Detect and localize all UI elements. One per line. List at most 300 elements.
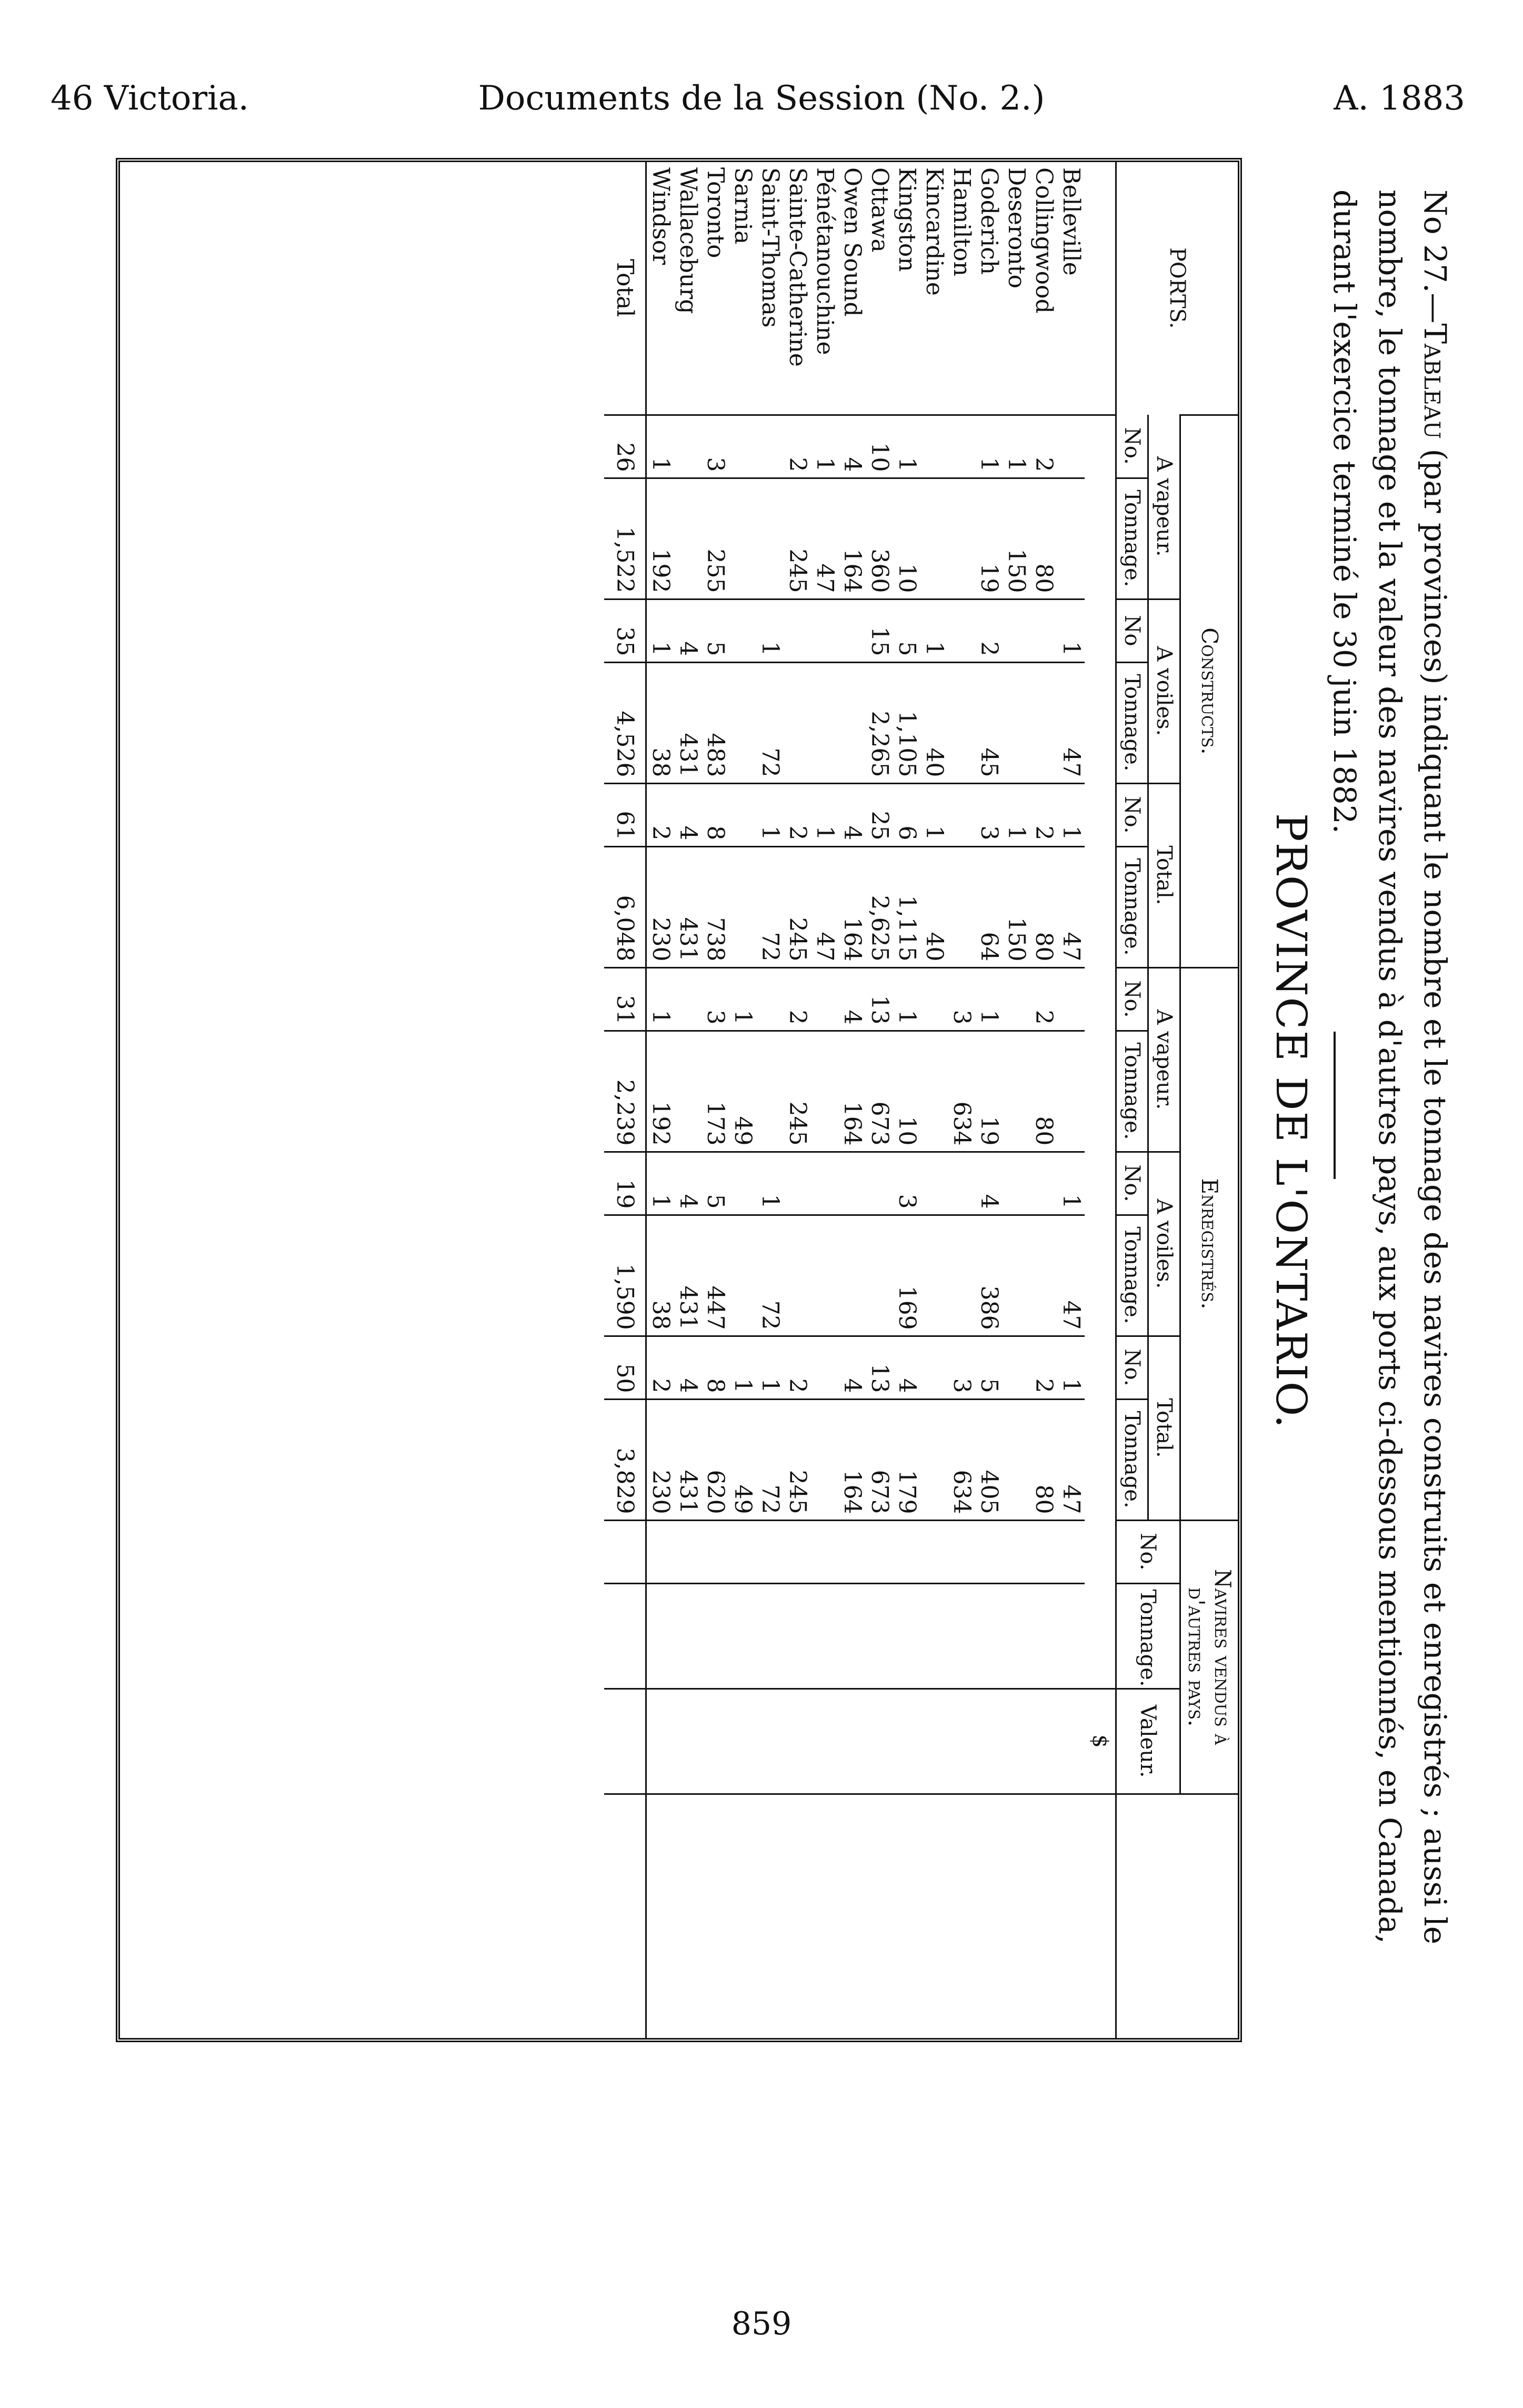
cell-e-vap-t: 80	[1030, 1031, 1057, 1152]
vendus-empty-cell	[893, 1520, 920, 1583]
cell-e-tot-no: 4	[893, 1336, 920, 1399]
cell-e-vap-no: 1	[975, 967, 1003, 1031]
total-e-tot-t: 3,829	[604, 1399, 646, 1520]
table-row	[975, 162, 1003, 2038]
cell-c-voi-no: 2	[975, 599, 1003, 662]
vendus-empty-cell	[646, 1688, 675, 1794]
cell-c-tot-t: 47	[811, 846, 838, 967]
total-empty-cell	[604, 1688, 646, 1794]
dollar-row-blank	[1085, 162, 1116, 415]
cell-c-tot-t: 164	[838, 846, 866, 967]
cell-c-vap-t: 245	[784, 478, 811, 599]
cell-e-vap-no: 2	[1030, 967, 1057, 1031]
cell-c-tot-no: 25	[866, 783, 893, 846]
cell-e-voi-no	[1030, 1152, 1057, 1215]
vendus-empty-cell	[674, 1520, 702, 1583]
cell-e-voi-t	[920, 1215, 948, 1336]
cell-c-voi-t: 1,105	[893, 662, 920, 783]
caption-text: (par provinces) indiquant le nombre et le tonnage des navires construits et enregistrés ; aussi le nombre, le tonnage et la valeur des navires vendus à d'autres pays, aux ports ci-dessous mentionnés, en Canada, durant l'exercice terminé le 30 juin 1882.	[1327, 189, 1453, 1945]
col-group-construits: Constructs.	[1180, 415, 1238, 967]
table-caption	[1322, 189, 1458, 2032]
cell-e-vap-t	[811, 1031, 838, 1152]
vendus-empty-cell	[975, 1583, 1003, 1688]
cell-e-voi-no	[1003, 1152, 1030, 1215]
port-name: Kingston	[894, 167, 920, 272]
cell-e-vap-no: 3	[948, 967, 975, 1031]
caption-title: Tableau	[1417, 323, 1453, 439]
blank-cell	[729, 1794, 756, 2038]
cell-e-voi-no: 4	[674, 1152, 702, 1215]
port-name: Collingwood	[1030, 167, 1057, 314]
cell-e-tot-no: 4	[838, 1336, 866, 1399]
cell-e-tot-no: 3	[948, 1336, 975, 1399]
vendus-empty-cell	[729, 1583, 756, 1688]
cell-e-vap-no	[1057, 967, 1085, 1031]
cell-e-vap-t: 19	[975, 1031, 1003, 1152]
dollar-row-blank	[1085, 1794, 1116, 2038]
cell-e-vap-t	[756, 1031, 784, 1152]
total-e-voi-no: 19	[604, 1152, 646, 1215]
col-e-vapeur: A vapeur.	[1148, 967, 1180, 1152]
col-v-tonnage: Tonnage.	[1116, 1583, 1180, 1688]
cell-e-vap-no	[674, 967, 702, 1031]
col-blank	[1116, 1794, 1238, 2038]
col-group-enregistres: Enregistrés.	[1180, 967, 1238, 1520]
header-center: Documents de la Session (No. 2.)	[478, 79, 1045, 118]
cell-e-tot-no: 4	[674, 1336, 702, 1399]
total-c-tot-t: 6,048	[604, 846, 646, 967]
cell-c-voi-no	[838, 599, 866, 662]
cell-c-vap-no: 10	[866, 415, 893, 478]
cell-c-tot-no: 4	[838, 783, 866, 846]
port-name: Sarnia	[729, 167, 756, 245]
province-title: PROVINCE DE L'ONTARIO.	[1267, 813, 1316, 1430]
header-right: A. 1883	[1334, 79, 1465, 118]
cell-e-vap-t: 634	[948, 1031, 975, 1152]
port-name: Hamilton	[948, 167, 975, 276]
cell-c-vap-t: 150	[1003, 478, 1030, 599]
cell-c-tot-no: 2	[784, 783, 811, 846]
table-row	[838, 162, 866, 2038]
cell-e-tot-t: 49	[729, 1399, 756, 1520]
cell-e-voi-no	[729, 1152, 756, 1215]
cell-e-tot-no: 1	[729, 1336, 756, 1399]
cell-c-voi-t: 483	[702, 662, 729, 783]
cell-c-voi-t: 38	[646, 662, 675, 783]
cell-c-voi-t	[1003, 662, 1030, 783]
table-row	[893, 162, 920, 2038]
col-ports: PORTS.	[1116, 162, 1238, 415]
cell-c-tot-no: 2	[646, 783, 675, 846]
cell-e-vap-t	[1003, 1031, 1030, 1152]
vendus-empty-cell	[1030, 1583, 1057, 1688]
cell-e-voi-t	[838, 1215, 866, 1336]
cell-e-voi-no	[866, 1152, 893, 1215]
vendus-empty-cell	[838, 1520, 866, 1583]
cell-e-tot-no	[811, 1336, 838, 1399]
cell-e-vap-t: 164	[838, 1031, 866, 1152]
table-row	[1030, 162, 1057, 2038]
cell-e-vap-t: 245	[784, 1031, 811, 1152]
vendus-empty-cell	[756, 1583, 784, 1688]
blank-cell	[784, 1794, 811, 2038]
cell-e-vap-t	[674, 1031, 702, 1152]
blank-cell	[756, 1794, 784, 2038]
vendus-empty-cell	[702, 1583, 729, 1688]
col-tonnage: Tonnage.	[1116, 1031, 1148, 1152]
vendus-empty-cell	[811, 1520, 838, 1583]
col-c-vapeur: A vapeur.	[1148, 415, 1180, 599]
vendus-empty-cell	[756, 1688, 784, 1794]
cell-e-vap-no	[1003, 967, 1030, 1031]
cell-c-voi-no	[1003, 599, 1030, 662]
cell-e-voi-t: 447	[702, 1215, 729, 1336]
cell-e-vap-no	[756, 967, 784, 1031]
port-name: Wallaceburg	[675, 167, 702, 314]
cell-c-tot-t: 738	[702, 846, 729, 967]
col-c-voiles: A voiles.	[1148, 599, 1180, 783]
vendus-empty-cell	[1030, 1520, 1057, 1583]
cell-c-tot-t: 47	[1057, 846, 1085, 967]
vendus-empty-cell	[866, 1583, 893, 1688]
cell-c-voi-no: 15	[866, 599, 893, 662]
cell-e-vap-no	[811, 967, 838, 1031]
cell-e-tot-t: 164	[838, 1399, 866, 1520]
cell-c-vap-t: 192	[646, 478, 675, 599]
port-name: Deseronto	[1003, 167, 1030, 288]
vendus-empty-cell	[1003, 1583, 1030, 1688]
vendus-empty-cell	[920, 1688, 948, 1794]
blank-cell	[1057, 1794, 1085, 2038]
vendus-empty-cell	[866, 1520, 893, 1583]
page-number: 859	[731, 2305, 792, 2342]
cell-c-voi-t: 40	[920, 662, 948, 783]
total-e-tot-no: 50	[604, 1336, 646, 1399]
cell-c-tot-t	[729, 846, 756, 967]
cell-e-voi-t: 169	[893, 1215, 920, 1336]
vendus-empty-cell	[1057, 1583, 1085, 1688]
cell-c-voi-t	[838, 662, 866, 783]
col-tonnage: Tonnage.	[1116, 846, 1148, 967]
port-name: Kincardine	[921, 167, 948, 296]
cell-c-vap-no: 1	[975, 415, 1003, 478]
cell-e-tot-no: 1	[756, 1336, 784, 1399]
port-name: Pénétanouchine	[811, 167, 838, 355]
vendus-empty-cell	[975, 1520, 1003, 1583]
cell-e-tot-t: 620	[702, 1399, 729, 1520]
vendus-empty-cell	[920, 1583, 948, 1688]
blank-cell	[920, 1794, 948, 2038]
header-left: 46 Victoria.	[51, 79, 249, 118]
port-name: Goderich	[976, 167, 1003, 275]
cell-c-voi-no: 1	[756, 599, 784, 662]
cell-c-voi-no	[811, 599, 838, 662]
table-row	[756, 162, 784, 2038]
port-name: Saint-Thomas	[757, 167, 784, 328]
col-tonnage: Tonnage.	[1116, 1215, 1148, 1336]
cell-c-tot-no: 1	[920, 783, 948, 846]
cell-c-voi-no: 5	[702, 599, 729, 662]
vendus-empty-cell	[975, 1688, 1003, 1794]
caption-number: No 27.—	[1417, 189, 1453, 324]
col-no: No.	[1116, 1336, 1148, 1399]
vendus-empty-cell	[784, 1583, 811, 1688]
blank-cell	[948, 1794, 975, 2038]
col-tonnage: Tonnage.	[1116, 662, 1148, 783]
cell-c-tot-t: 245	[784, 846, 811, 967]
cell-e-vap-no: 1	[729, 967, 756, 1031]
cell-c-tot-no: 1	[1057, 783, 1085, 846]
table-row	[674, 162, 702, 2038]
cell-e-tot-t: 80	[1030, 1399, 1057, 1520]
vendus-empty-cell	[893, 1583, 920, 1688]
cell-e-tot-t: 47	[1057, 1399, 1085, 1520]
cell-c-tot-t: 431	[674, 846, 702, 967]
vendus-empty-cell	[674, 1688, 702, 1794]
cell-e-voi-t: 72	[756, 1215, 784, 1336]
cell-c-vap-no: 2	[1030, 415, 1057, 478]
port-name: Windsor	[647, 167, 674, 265]
blank-cell	[811, 1794, 838, 2038]
cell-c-vap-t: 10	[893, 478, 920, 599]
cell-c-tot-no: 4	[674, 783, 702, 846]
col-no: No.	[1116, 783, 1148, 846]
cell-e-vap-no: 13	[866, 967, 893, 1031]
cell-e-tot-no: 2	[1030, 1336, 1057, 1399]
blank-cell	[1003, 1794, 1030, 2038]
cell-e-voi-t	[784, 1215, 811, 1336]
cell-e-tot-t	[920, 1399, 948, 1520]
cell-c-voi-t: 45	[975, 662, 1003, 783]
port-name: Toronto	[702, 167, 729, 258]
cell-c-voi-t: 72	[756, 662, 784, 783]
cell-e-vap-no: 1	[646, 967, 675, 1031]
cell-c-vap-t	[674, 478, 702, 599]
col-tonnage: Tonnage.	[1116, 1399, 1148, 1520]
cell-e-vap-t: 673	[866, 1031, 893, 1152]
cell-c-vap-no: 1	[893, 415, 920, 478]
cell-c-vap-no	[674, 415, 702, 478]
dollar-sign: $	[1085, 1688, 1116, 1794]
cell-e-tot-no: 1	[1057, 1336, 1085, 1399]
cell-e-vap-no: 3	[702, 967, 729, 1031]
cell-c-vap-t	[948, 478, 975, 599]
col-no: No	[1116, 599, 1148, 662]
cell-e-vap-no: 2	[784, 967, 811, 1031]
cell-c-tot-t: 80	[1030, 846, 1057, 967]
cell-e-vap-no: 1	[893, 967, 920, 1031]
vendus-empty-cell	[674, 1583, 702, 1688]
cell-c-voi-no: 1	[646, 599, 675, 662]
vendus-empty-cell	[838, 1583, 866, 1688]
vendus-empty-cell	[893, 1688, 920, 1794]
cell-e-vap-t	[920, 1031, 948, 1152]
vendus-empty-cell	[948, 1583, 975, 1688]
cell-c-tot-no: 1	[811, 783, 838, 846]
col-no: No.	[1116, 967, 1148, 1031]
table-row	[866, 162, 893, 2038]
cell-c-vap-no	[948, 415, 975, 478]
cell-c-voi-no: 1	[1057, 599, 1085, 662]
cell-e-voi-no	[920, 1152, 948, 1215]
cell-e-vap-t	[1057, 1031, 1085, 1152]
vendus-empty-cell	[948, 1520, 975, 1583]
col-e-voiles: A voiles.	[1148, 1152, 1180, 1336]
port-name: Sainte-Catherine	[784, 167, 811, 367]
vendus-empty-cell	[866, 1688, 893, 1794]
cell-c-voi-no	[784, 599, 811, 662]
cell-c-vap-no	[756, 415, 784, 478]
cell-c-vap-t	[756, 478, 784, 599]
total-e-vap-t: 2,239	[604, 1031, 646, 1152]
cell-c-vap-t	[1057, 478, 1085, 599]
cell-e-tot-t: 673	[866, 1399, 893, 1520]
cell-e-voi-t: 38	[646, 1215, 675, 1336]
col-v-no: No.	[1116, 1520, 1180, 1583]
cell-c-voi-t: 47	[1057, 662, 1085, 783]
page-header	[0, 79, 1523, 142]
blank-cell	[702, 1794, 729, 2038]
cell-c-voi-t	[729, 662, 756, 783]
cell-e-voi-no: 5	[702, 1152, 729, 1215]
cell-c-vap-t: 360	[866, 478, 893, 599]
table-row	[948, 162, 975, 2038]
vendus-empty-cell	[838, 1688, 866, 1794]
cell-c-vap-no	[920, 415, 948, 478]
col-v-valeur: Valeur.	[1116, 1688, 1180, 1794]
cell-e-tot-no	[920, 1336, 948, 1399]
cell-e-tot-t	[1003, 1399, 1030, 1520]
blank-cell	[975, 1794, 1003, 2038]
blank-cell	[838, 1794, 866, 2038]
table-row	[784, 162, 811, 2038]
cell-c-voi-t	[948, 662, 975, 783]
cell-e-voi-no	[784, 1152, 811, 1215]
cell-e-voi-no	[811, 1152, 838, 1215]
cell-e-voi-no: 1	[646, 1152, 675, 1215]
dollar-row-blank	[1085, 415, 1116, 1688]
col-no: No.	[1116, 415, 1148, 478]
cell-e-voi-no: 1	[756, 1152, 784, 1215]
cell-c-vap-t: 164	[838, 478, 866, 599]
vendus-empty-cell	[702, 1520, 729, 1583]
cell-e-tot-t: 431	[674, 1399, 702, 1520]
total-label: Total	[604, 162, 646, 415]
total-empty-cell	[604, 1520, 646, 1583]
cell-e-tot-t	[811, 1399, 838, 1520]
cell-c-voi-no: 4	[674, 599, 702, 662]
cell-c-voi-t	[1030, 662, 1057, 783]
vendus-empty-cell	[702, 1688, 729, 1794]
cell-e-tot-t: 405	[975, 1399, 1003, 1520]
cell-e-tot-t: 634	[948, 1399, 975, 1520]
total-row	[604, 162, 646, 2038]
vendus-empty-cell	[729, 1688, 756, 1794]
cell-e-voi-t: 47	[1057, 1215, 1085, 1336]
cell-e-voi-t	[1030, 1215, 1057, 1336]
col-e-total: Total.	[1148, 1336, 1180, 1520]
cell-c-vap-no	[729, 415, 756, 478]
cell-c-tot-t: 64	[975, 846, 1003, 967]
cell-e-voi-t	[729, 1215, 756, 1336]
cell-e-voi-t	[811, 1215, 838, 1336]
cell-c-vap-t: 19	[975, 478, 1003, 599]
cell-e-voi-no: 4	[975, 1152, 1003, 1215]
cell-c-voi-no: 1	[920, 599, 948, 662]
cell-c-tot-t: 40	[920, 846, 948, 967]
cell-e-vap-t: 49	[729, 1031, 756, 1152]
cell-c-vap-t: 80	[1030, 478, 1057, 599]
cell-c-tot-no: 2	[1030, 783, 1057, 846]
col-no: No.	[1116, 1152, 1148, 1215]
cell-e-tot-no: 8	[702, 1336, 729, 1399]
cell-e-vap-t: 192	[646, 1031, 675, 1152]
vendus-empty-cell	[1030, 1688, 1057, 1794]
rotated-page-content	[58, 147, 1479, 2095]
cell-e-voi-t	[866, 1215, 893, 1336]
cell-e-tot-t: 230	[646, 1399, 675, 1520]
vendus-empty-cell	[811, 1688, 838, 1794]
total-e-vap-no: 31	[604, 967, 646, 1031]
vendus-empty-cell	[1057, 1688, 1085, 1794]
vendus-empty-cell	[1003, 1688, 1030, 1794]
cell-c-tot-t: 150	[1003, 846, 1030, 967]
cell-e-tot-t: 245	[784, 1399, 811, 1520]
cell-e-vap-t: 173	[702, 1031, 729, 1152]
cell-c-voi-t	[784, 662, 811, 783]
cell-e-voi-no: 3	[893, 1152, 920, 1215]
total-empty-cell	[604, 1794, 646, 2038]
cell-e-voi-no	[838, 1152, 866, 1215]
cell-c-vap-t: 255	[702, 478, 729, 599]
blank-cell	[1030, 1794, 1057, 2038]
cell-c-tot-t: 2,625	[866, 846, 893, 967]
vendus-empty-cell	[920, 1520, 948, 1583]
vendus-empty-cell	[646, 1520, 675, 1583]
cell-c-vap-no: 1	[1003, 415, 1030, 478]
cell-c-tot-t: 72	[756, 846, 784, 967]
cell-e-tot-no	[1003, 1336, 1030, 1399]
vendus-empty-cell	[784, 1520, 811, 1583]
cell-e-tot-no: 2	[646, 1336, 675, 1399]
cell-c-vap-t	[729, 478, 756, 599]
total-c-vap-t: 1,522	[604, 478, 646, 599]
cell-c-voi-no	[948, 599, 975, 662]
cell-e-tot-no: 5	[975, 1336, 1003, 1399]
cell-e-voi-no	[948, 1152, 975, 1215]
cell-c-tot-no: 6	[893, 783, 920, 846]
table-row	[1003, 162, 1030, 2038]
vendus-empty-cell	[729, 1520, 756, 1583]
table-row	[811, 162, 838, 2038]
cell-c-tot-no	[948, 783, 975, 846]
cell-c-tot-no: 3	[975, 783, 1003, 846]
total-c-vap-no: 26	[604, 415, 646, 478]
cell-c-tot-no: 1	[756, 783, 784, 846]
cell-c-voi-t: 431	[674, 662, 702, 783]
cell-c-tot-t: 230	[646, 846, 675, 967]
cell-e-vap-no	[920, 967, 948, 1031]
cell-e-tot-t: 179	[893, 1399, 920, 1520]
cell-e-voi-t	[948, 1215, 975, 1336]
cell-c-vap-no: 1	[646, 415, 675, 478]
cell-c-vap-no: 3	[702, 415, 729, 478]
cell-c-voi-t: 2,265	[866, 662, 893, 783]
cell-e-tot-no: 13	[866, 1336, 893, 1399]
total-c-voi-no: 35	[604, 599, 646, 662]
cell-c-vap-t: 47	[811, 478, 838, 599]
table-row	[702, 162, 729, 2038]
